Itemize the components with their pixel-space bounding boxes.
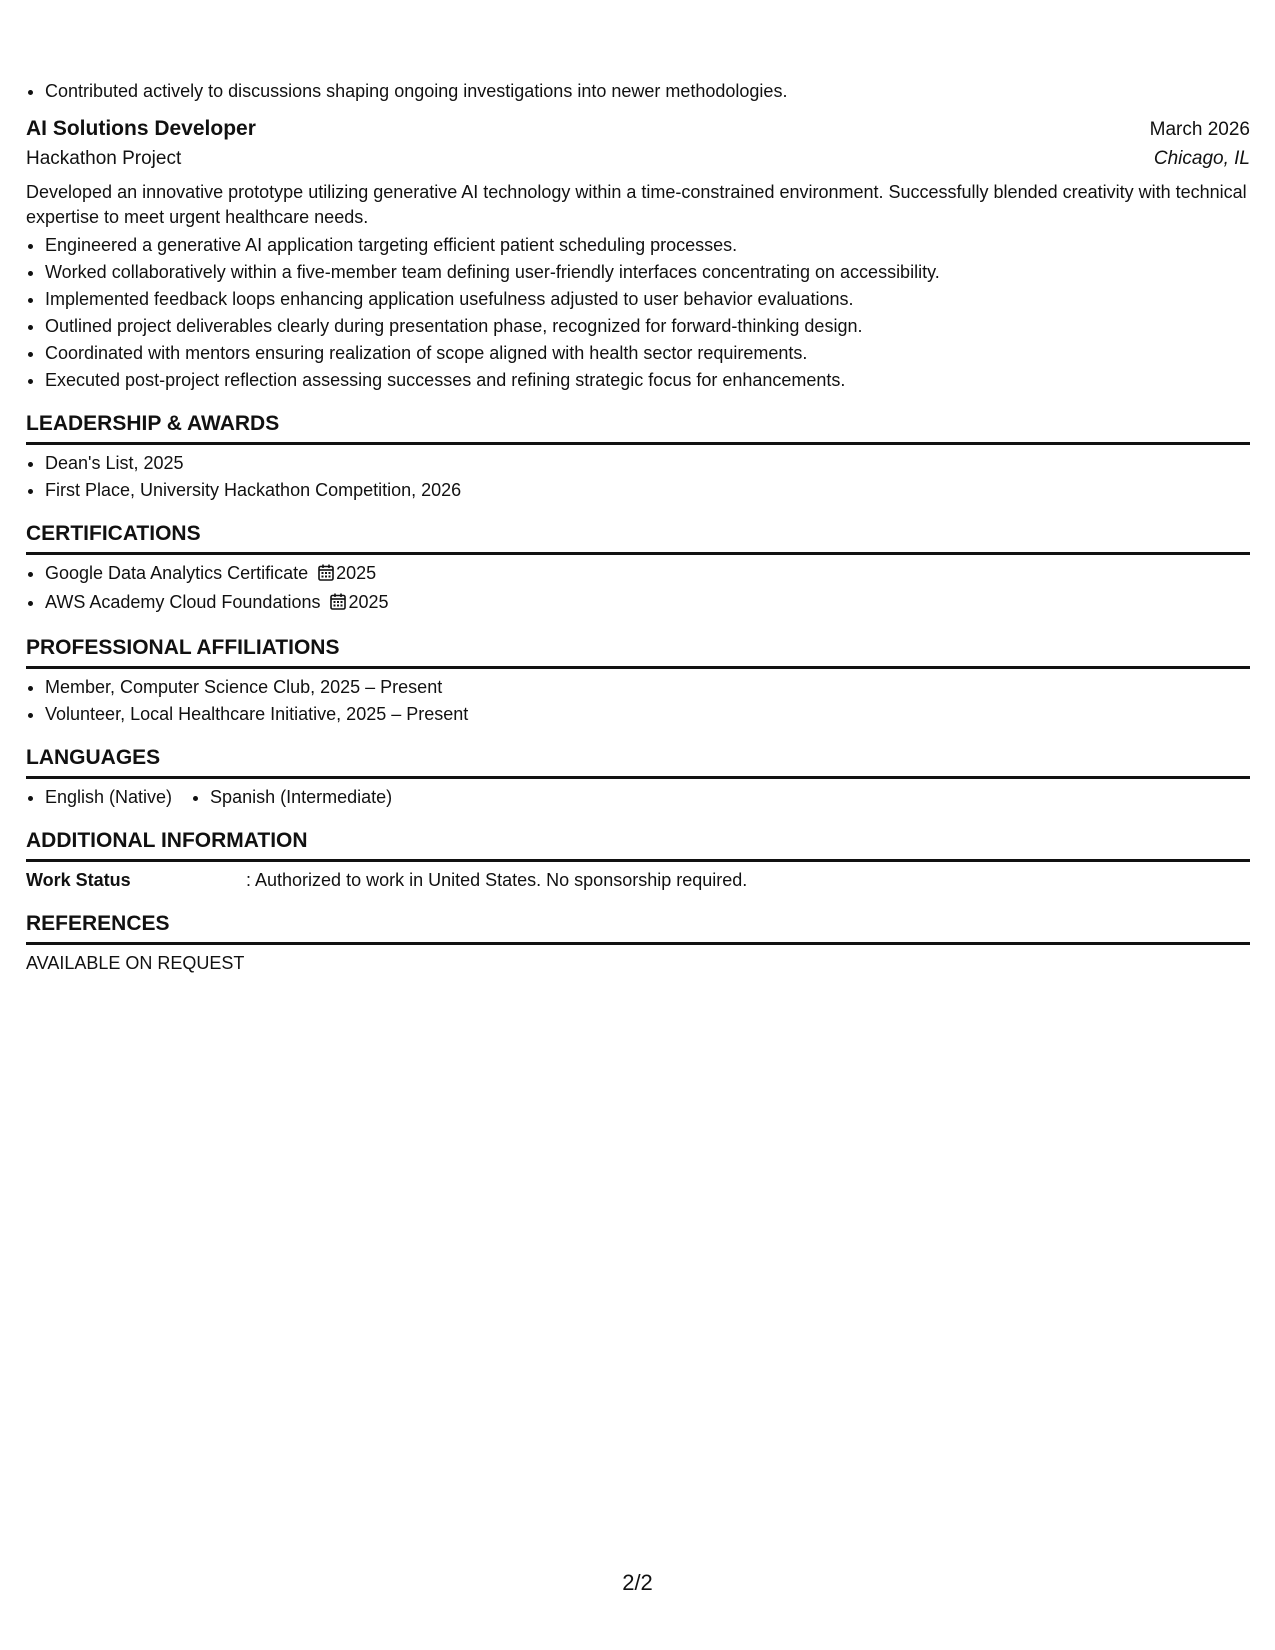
references-text: AVAILABLE ON REQUEST [26, 953, 245, 973]
list-item: • Outlined project deliverables clearly during presentation phase, recognized for forward-thinking design. [45, 313, 1250, 340]
role-description: Developed an innovative prototype utilizing generative AI technology within a time-constrained environment. Successfully blended creativity with technical expertise to meet urgent healthcare needs. [26, 182, 1247, 227]
list-item [45, 560, 1250, 589]
section-title: CERTIFICATIONS [26, 520, 1250, 555]
leadership-section [26, 410, 1250, 504]
certifications-section [26, 520, 1250, 618]
languages-list [26, 784, 1250, 811]
role-header [26, 105, 1250, 144]
leadership-list [26, 450, 1250, 504]
list-item: • Engineered a generative AI application targeting efficient patient scheduling processes. [45, 232, 1250, 259]
list-item: • First Place, University Hackathon Competition, 2026 [45, 477, 1250, 504]
carryover-bullet-list [26, 78, 1250, 105]
calendar-icon [330, 591, 346, 618]
experience-entry [26, 105, 1250, 394]
work-status-row [26, 867, 1250, 894]
affiliations-section [26, 634, 1250, 728]
list-item: • Implemented feedback loops enhancing application usefulness adjusted to user behavior evaluations. [45, 286, 1250, 313]
resume-page [26, 78, 1250, 977]
role-bullet-list [26, 232, 1250, 394]
references-section [26, 910, 1250, 977]
certification-year: 2025 [336, 563, 377, 583]
list-item: • English (Native) [45, 784, 172, 811]
calendar-icon [318, 562, 334, 589]
work-status-value: : Authorized to work in United States. No sponsorship required. [246, 870, 748, 890]
list-item: • Member, Computer Science Club, 2025 – Present [45, 674, 1250, 701]
role-organization: Hackathon Project [26, 148, 182, 169]
list-item: • Executed post-project reflection assessing successes and refining strategic focus for enhancements. [45, 367, 1250, 394]
certification-name: Google Data Analytics Certificate [45, 563, 309, 583]
section-title: LANGUAGES [26, 744, 1250, 779]
certification-year: 2025 [348, 592, 389, 612]
list-item: • Spanish (Intermediate) [210, 784, 392, 811]
role-title: AI Solutions Developer [26, 117, 256, 140]
role-date: March 2026 [1149, 119, 1250, 140]
list-item: • Worked collaboratively within a five-member team defining user-friendly interfaces concentrating on accessibility. [45, 259, 1250, 286]
list-item: • Coordinated with mentors ensuring realization of scope aligned with health sector requirements. [45, 340, 1250, 367]
section-title: ADDITIONAL INFORMATION [26, 827, 1250, 862]
affiliations-list [26, 674, 1250, 728]
section-title: PROFESSIONAL AFFILIATIONS [26, 634, 1250, 669]
languages-section [26, 744, 1250, 811]
certification-name: AWS Academy Cloud Foundations [45, 592, 321, 612]
section-title: LEADERSHIP & AWARDS [26, 410, 1250, 445]
section-title: REFERENCES [26, 910, 1250, 945]
role-location: Chicago, IL [1153, 148, 1250, 169]
page-number: 2/2 [622, 1570, 653, 1595]
role-subheader [26, 144, 1250, 174]
additional-info-section [26, 827, 1250, 894]
list-item [45, 589, 1250, 618]
list-item: • Contributed actively to discussions shaping ongoing investigations into newer methodologies. [45, 78, 1250, 105]
list-item: • Dean's List, 2025 [45, 450, 1250, 477]
list-item: • Volunteer, Local Healthcare Initiative, 2025 – Present [45, 701, 1250, 728]
work-status-label: Work Status [26, 870, 131, 890]
certifications-list [26, 560, 1250, 618]
